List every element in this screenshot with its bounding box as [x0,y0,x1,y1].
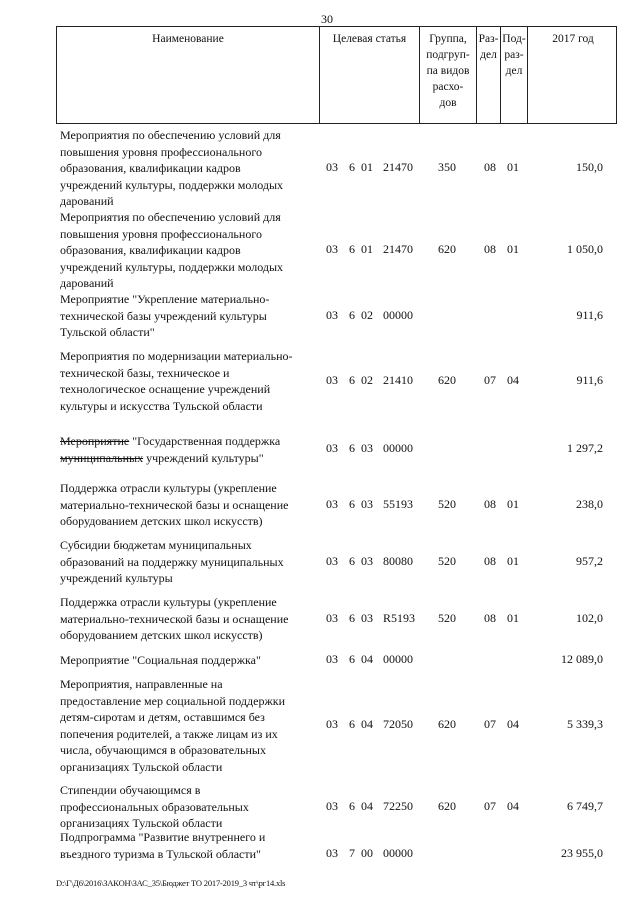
cell-sub: 6 [349,441,355,455]
table-header [56,26,617,124]
row-name-line: учреждений культуры, поддержки молодых [60,259,284,274]
row-name-line: оборудованием детских школ искусств) [60,514,263,528]
row-name-line: въездного туризма в Тульской области" [60,846,261,861]
cell-sub: 6 [349,373,355,387]
cell-section: 07 [484,799,496,813]
row-name-line: материально-технической базы и оснащение [60,497,289,512]
cell-section: 08 [484,554,496,568]
row-name-line: Мероприятие "Социальная поддержка" [60,653,261,667]
cell-amount: 5 339,3 [567,717,603,731]
cell-amount: 1 297,2 [567,441,603,455]
cell-prog: 03 [326,652,338,666]
cell-group: 620 [438,242,456,256]
row-name-line: материально-технической базы и оснащение [60,611,289,626]
cell-section: 08 [484,497,496,511]
cell-group: 520 [438,554,456,568]
row-name-line: Субсидии бюджетам муниципальных [60,538,252,552]
row-name [60,782,322,832]
row-name-line: Мероприятия по обеспечению условий для [60,128,281,142]
cell-subsection: 01 [507,611,519,625]
cell-prog: 03 [326,308,338,322]
row-name-line: муниципальных учреждений культуры" [60,450,264,465]
header-expense-group: Группа, подгруп- па видов расхо- дов [419,27,476,123]
cell-dir: 00000 [383,441,413,455]
cell-amount: 23 955,0 [561,846,603,860]
cell-prog: 03 [326,373,338,387]
cell-subsection: 01 [507,242,519,256]
cell-group: 350 [438,160,456,174]
cell-main: 03 [361,441,373,455]
cell-prog: 03 [326,611,338,625]
cell-dir: R5193 [383,611,416,625]
row-name [60,433,322,466]
cell-section: 08 [484,242,496,256]
header-year: 2017 год [527,27,618,123]
row-name-line: технологическое оснащение учреждений [60,382,271,396]
row-name-line: детям-сиротам и детям, оставшимся без [60,710,265,724]
row-name [60,829,322,862]
row-name-line: образования, квалификации кадров [60,161,241,175]
cell-prog: 03 [326,846,338,860]
cell-sub: 6 [349,308,355,322]
cell-subsection: 04 [507,373,519,387]
header-target-article: Целевая статья [319,27,419,123]
cell-amount: 12 089,0 [561,652,603,666]
cell-sub: 7 [349,846,355,860]
header-subsection: Под- раз- дел [500,27,527,123]
cell-subsection: 01 [507,497,519,511]
row-name-line: дарований [60,276,114,290]
cell-main: 04 [361,717,373,731]
cell-prog: 03 [326,242,338,256]
row-name-line: числа, обучающимся в образовательных [60,743,266,757]
row-name [60,480,322,530]
row-name-line: Стипендии обучающимся в [60,783,201,797]
row-name [60,537,322,587]
cell-amount: 1 050,0 [567,242,603,256]
cell-main: 03 [361,611,373,625]
cell-sub: 6 [349,242,355,256]
cell-section: 08 [484,160,496,174]
cell-dir: 21470 [383,160,413,174]
cell-dir: 80080 [383,554,413,568]
cell-sub: 6 [349,554,355,568]
header-section: Раз- дел [476,27,500,123]
row-name-line: организациях Тульской области [60,759,223,774]
row-name-line: образований на поддержку муниципальных [60,554,284,569]
cell-dir: 72050 [383,717,413,731]
cell-dir: 00000 [383,652,413,666]
cell-main: 02 [361,308,373,322]
cell-prog: 03 [326,160,338,174]
row-name-line: Поддержка отрасли культуры (укрепление [60,595,277,609]
cell-dir: 21470 [383,242,413,256]
cell-dir: 00000 [383,846,413,860]
row-name-line: повышения уровня профессионального [60,226,262,241]
cell-group: 520 [438,497,456,511]
row-name-line: оборудованием детских школ искусств) [60,628,263,642]
cell-amount: 957,2 [576,554,603,568]
cell-main: 01 [361,160,373,174]
row-name-line: Поддержка отрасли культуры (укрепление [60,481,277,495]
row-name [60,291,322,341]
cell-section: 07 [484,373,496,387]
cell-amount: 911,6 [576,373,603,387]
cell-sub: 6 [349,611,355,625]
row-name-line: Мероприятие "Государственная поддержка [60,434,281,448]
cell-prog: 03 [326,717,338,731]
row-name-line: Тульской области" [60,325,155,339]
row-name-line: учреждений культуры, поддержки молодых [60,177,284,192]
cell-amount: 6 749,7 [567,799,603,813]
cell-amount: 150,0 [576,160,603,174]
cell-amount: 911,6 [576,308,603,322]
row-name [60,676,322,775]
row-name [60,652,322,669]
cell-dir: 21410 [383,373,413,387]
cell-prog: 03 [326,799,338,813]
cell-subsection: 01 [507,554,519,568]
row-name-line: профессиональных образовательных [60,799,249,814]
row-name-line: Мероприятия, направленные на [60,677,223,691]
cell-main: 04 [361,652,373,666]
cell-main: 03 [361,554,373,568]
row-name-line: предоставление мер социальной поддержки [60,693,286,708]
cell-prog: 03 [326,441,338,455]
row-name-line: повышения уровня профессионального [60,144,262,159]
cell-main: 03 [361,497,373,511]
row-name [60,348,322,414]
row-name-line: Мероприятие "Укрепление материально- [60,292,270,306]
row-name-line: технической базы, техническое и [60,365,230,380]
row-name-line: Мероприятия по модернизации материально- [60,349,293,363]
row-name [60,209,322,292]
row-name-line: дарований [60,194,114,208]
row-name [60,127,322,210]
cell-main: 04 [361,799,373,813]
file-path-footer: D:\Г\Д6\2016\ЗАКОН\ЗАС_35\Бюджет ТО 2017-2019_3 чт\рг14.xls [56,878,286,888]
page-number: 30 [321,12,333,26]
cell-group: 520 [438,611,456,625]
cell-main: 01 [361,242,373,256]
row-name [60,594,322,644]
cell-subsection: 04 [507,799,519,813]
row-name-line: учреждений культуры [60,571,173,585]
row-name-line: организациях Тульской области [60,816,223,830]
cell-sub: 6 [349,799,355,813]
row-name-line: технической базы учреждений культуры [60,308,267,323]
row-name-line: попечения родителей, а также лицам из их [60,726,278,741]
cell-dir: 00000 [383,308,413,322]
row-name-line: Подпрограмма "Развитие внутреннего и [60,830,266,844]
cell-prog: 03 [326,497,338,511]
cell-amount: 238,0 [576,497,603,511]
cell-dir: 55193 [383,497,413,511]
row-name-line: культуры и искусства Тульской области [60,398,263,413]
cell-sub: 6 [349,717,355,731]
cell-main: 02 [361,373,373,387]
cell-subsection: 01 [507,160,519,174]
cell-prog: 03 [326,554,338,568]
cell-sub: 6 [349,497,355,511]
cell-amount: 102,0 [576,611,603,625]
cell-section: 07 [484,717,496,731]
cell-section: 08 [484,611,496,625]
cell-main: 00 [361,846,373,860]
cell-group: 620 [438,799,456,813]
cell-sub: 6 [349,160,355,174]
row-name-line: Мероприятия по обеспечению условий для [60,210,281,224]
header-name: Наименование [152,33,224,45]
cell-sub: 6 [349,652,355,666]
cell-group: 620 [438,373,456,387]
cell-group: 620 [438,717,456,731]
cell-subsection: 04 [507,717,519,731]
row-name-line: образования, квалификации кадров [60,243,241,257]
cell-dir: 72250 [383,799,413,813]
